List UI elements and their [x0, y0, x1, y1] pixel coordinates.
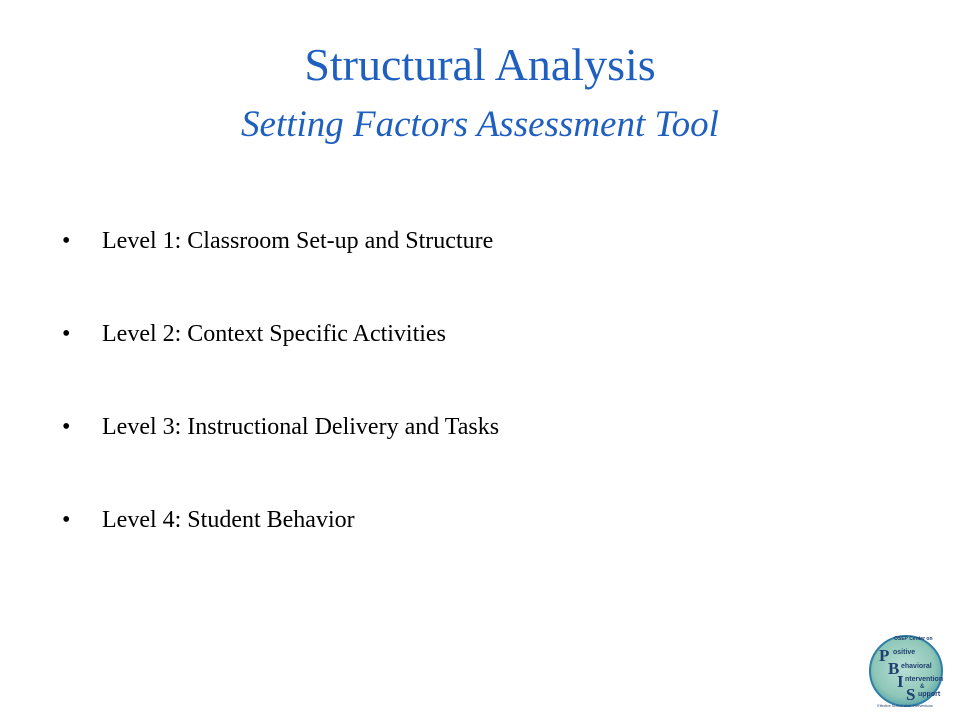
- pbis-logo: [864, 631, 946, 709]
- logo-footer: Effective School-Wide Interventions: [877, 704, 933, 708]
- bullet-icon: •: [62, 507, 71, 533]
- bullet-icon: •: [62, 228, 71, 254]
- logo-word-positive: ositive: [893, 649, 916, 656]
- bullet-icon: •: [62, 321, 71, 347]
- logo-letter-p: P: [879, 646, 890, 665]
- logo-header: OSEP Center on: [894, 636, 933, 642]
- logo-ampersand: &: [920, 684, 925, 690]
- slide-title: Structural Analysis: [304, 39, 656, 90]
- slide-subtitle: Setting Factors Assessment Tool: [241, 104, 719, 145]
- logo-letter-s: S: [906, 685, 916, 704]
- bullet-text: Level 2: Context Specific Activities: [102, 321, 446, 347]
- logo-word-intervention: ntervention: [905, 676, 944, 683]
- logo-word-behavioral: ehavioral: [901, 663, 932, 670]
- logo-letter-i: I: [897, 672, 904, 691]
- bullet-icon: •: [62, 414, 71, 440]
- bullet-text: Level 4: Student Behavior: [102, 507, 355, 533]
- logo-word-support: upport: [918, 691, 941, 698]
- bullet-text: Level 1: Classroom Set-up and Structure: [102, 228, 494, 254]
- bullet-text: Level 3: Instructional Delivery and Tasks: [102, 414, 500, 440]
- logo-letter-b: B: [888, 659, 900, 678]
